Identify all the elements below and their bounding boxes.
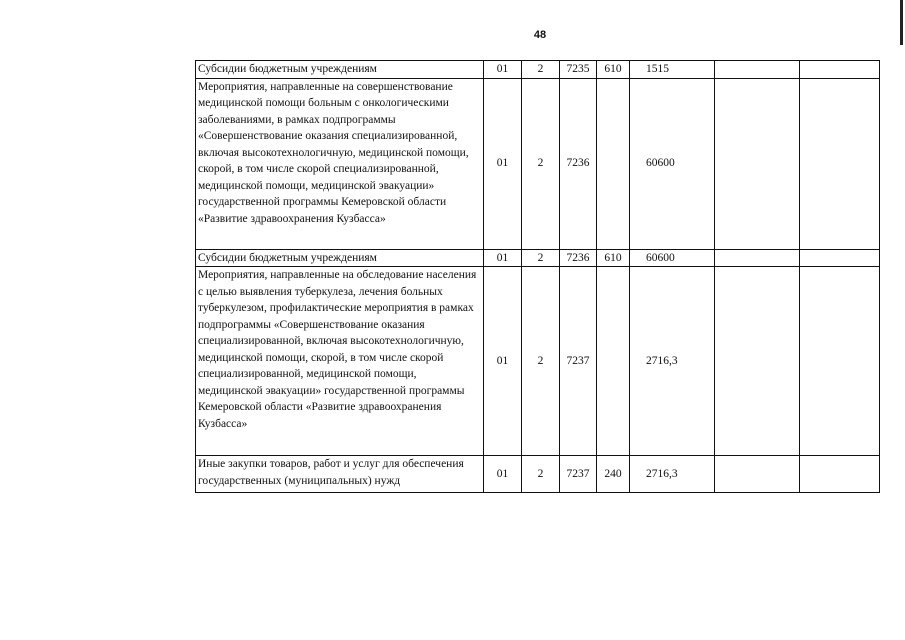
subsection-code: 2 <box>522 61 560 79</box>
expense-type-code: 610 <box>597 61 630 79</box>
subsection-code: 2 <box>522 78 560 249</box>
subsection-code: 2 <box>522 456 560 493</box>
target-code: 7236 <box>560 78 597 249</box>
amount-cell: 2716,3 <box>630 267 715 456</box>
section-code: 01 <box>484 456 522 493</box>
amount-cell: 60600 <box>630 78 715 249</box>
empty-cell <box>800 267 880 456</box>
target-code: 7237 <box>560 456 597 493</box>
table-row <box>196 267 880 456</box>
expense-type-code: 610 <box>597 249 630 267</box>
row-description: Субсидии бюджетным учреждениям <box>196 61 484 79</box>
section-code: 01 <box>484 78 522 249</box>
subsection-code: 2 <box>522 249 560 267</box>
page-number: 48 <box>533 29 547 41</box>
target-code: 7237 <box>560 267 597 456</box>
expense-type-code: 240 <box>597 456 630 493</box>
empty-cell <box>715 61 800 79</box>
table-row <box>196 61 880 79</box>
scan-edge-mark <box>900 0 903 45</box>
empty-cell <box>800 61 880 79</box>
section-code: 01 <box>484 267 522 456</box>
empty-cell <box>800 456 880 493</box>
target-code: 7235 <box>560 61 597 79</box>
expense-type-code <box>597 267 630 456</box>
subsection-code: 2 <box>522 267 560 456</box>
amount-cell: 1515 <box>630 61 715 79</box>
empty-cell <box>800 78 880 249</box>
empty-cell <box>715 249 800 267</box>
row-description: Иные закупки товаров, работ и услуг для обеспечения государственных (муниципальных) нужд <box>196 456 484 493</box>
budget-table <box>195 60 880 493</box>
empty-cell <box>715 267 800 456</box>
amount-cell: 2716,3 <box>630 456 715 493</box>
empty-cell <box>715 78 800 249</box>
table-row <box>196 78 880 249</box>
target-code: 7236 <box>560 249 597 267</box>
table-row <box>196 249 880 267</box>
row-description: Субсидии бюджетным учреждениям <box>196 249 484 267</box>
row-description: Мероприятия, направленные на обследование населения с целью выявления туберкулеза, лечения больных туберкулезом, профилактические мероприятия в рамках подпрограммы «Совершенствование оказания специализированной, включая высокотехнологичную, медицинской помощи, скорой, в том числе скорой специализированной, медицинской помощи, медицинской эвакуации» государственной программы Кемеровской области «Развитие здравоохранения Кузбасса» <box>196 267 484 456</box>
expense-type-code <box>597 78 630 249</box>
section-code: 01 <box>484 249 522 267</box>
section-code: 01 <box>484 61 522 79</box>
amount-cell: 60600 <box>630 249 715 267</box>
empty-cell <box>715 456 800 493</box>
row-description: Мероприятия, направленные на совершенствование медицинской помощи больным с онкологическими заболеваниями, в рамках подпрограммы «Совершенствование оказания специализированной, включая высокотехнологичную, медицинской помощи, скорой, в том числе скорой специализированной, медицинской помощи, медицинской эвакуации» государственной программы Кемеровской области «Развитие здравоохранения Кузбасса» <box>196 78 484 249</box>
empty-cell <box>800 249 880 267</box>
table-row <box>196 456 880 493</box>
